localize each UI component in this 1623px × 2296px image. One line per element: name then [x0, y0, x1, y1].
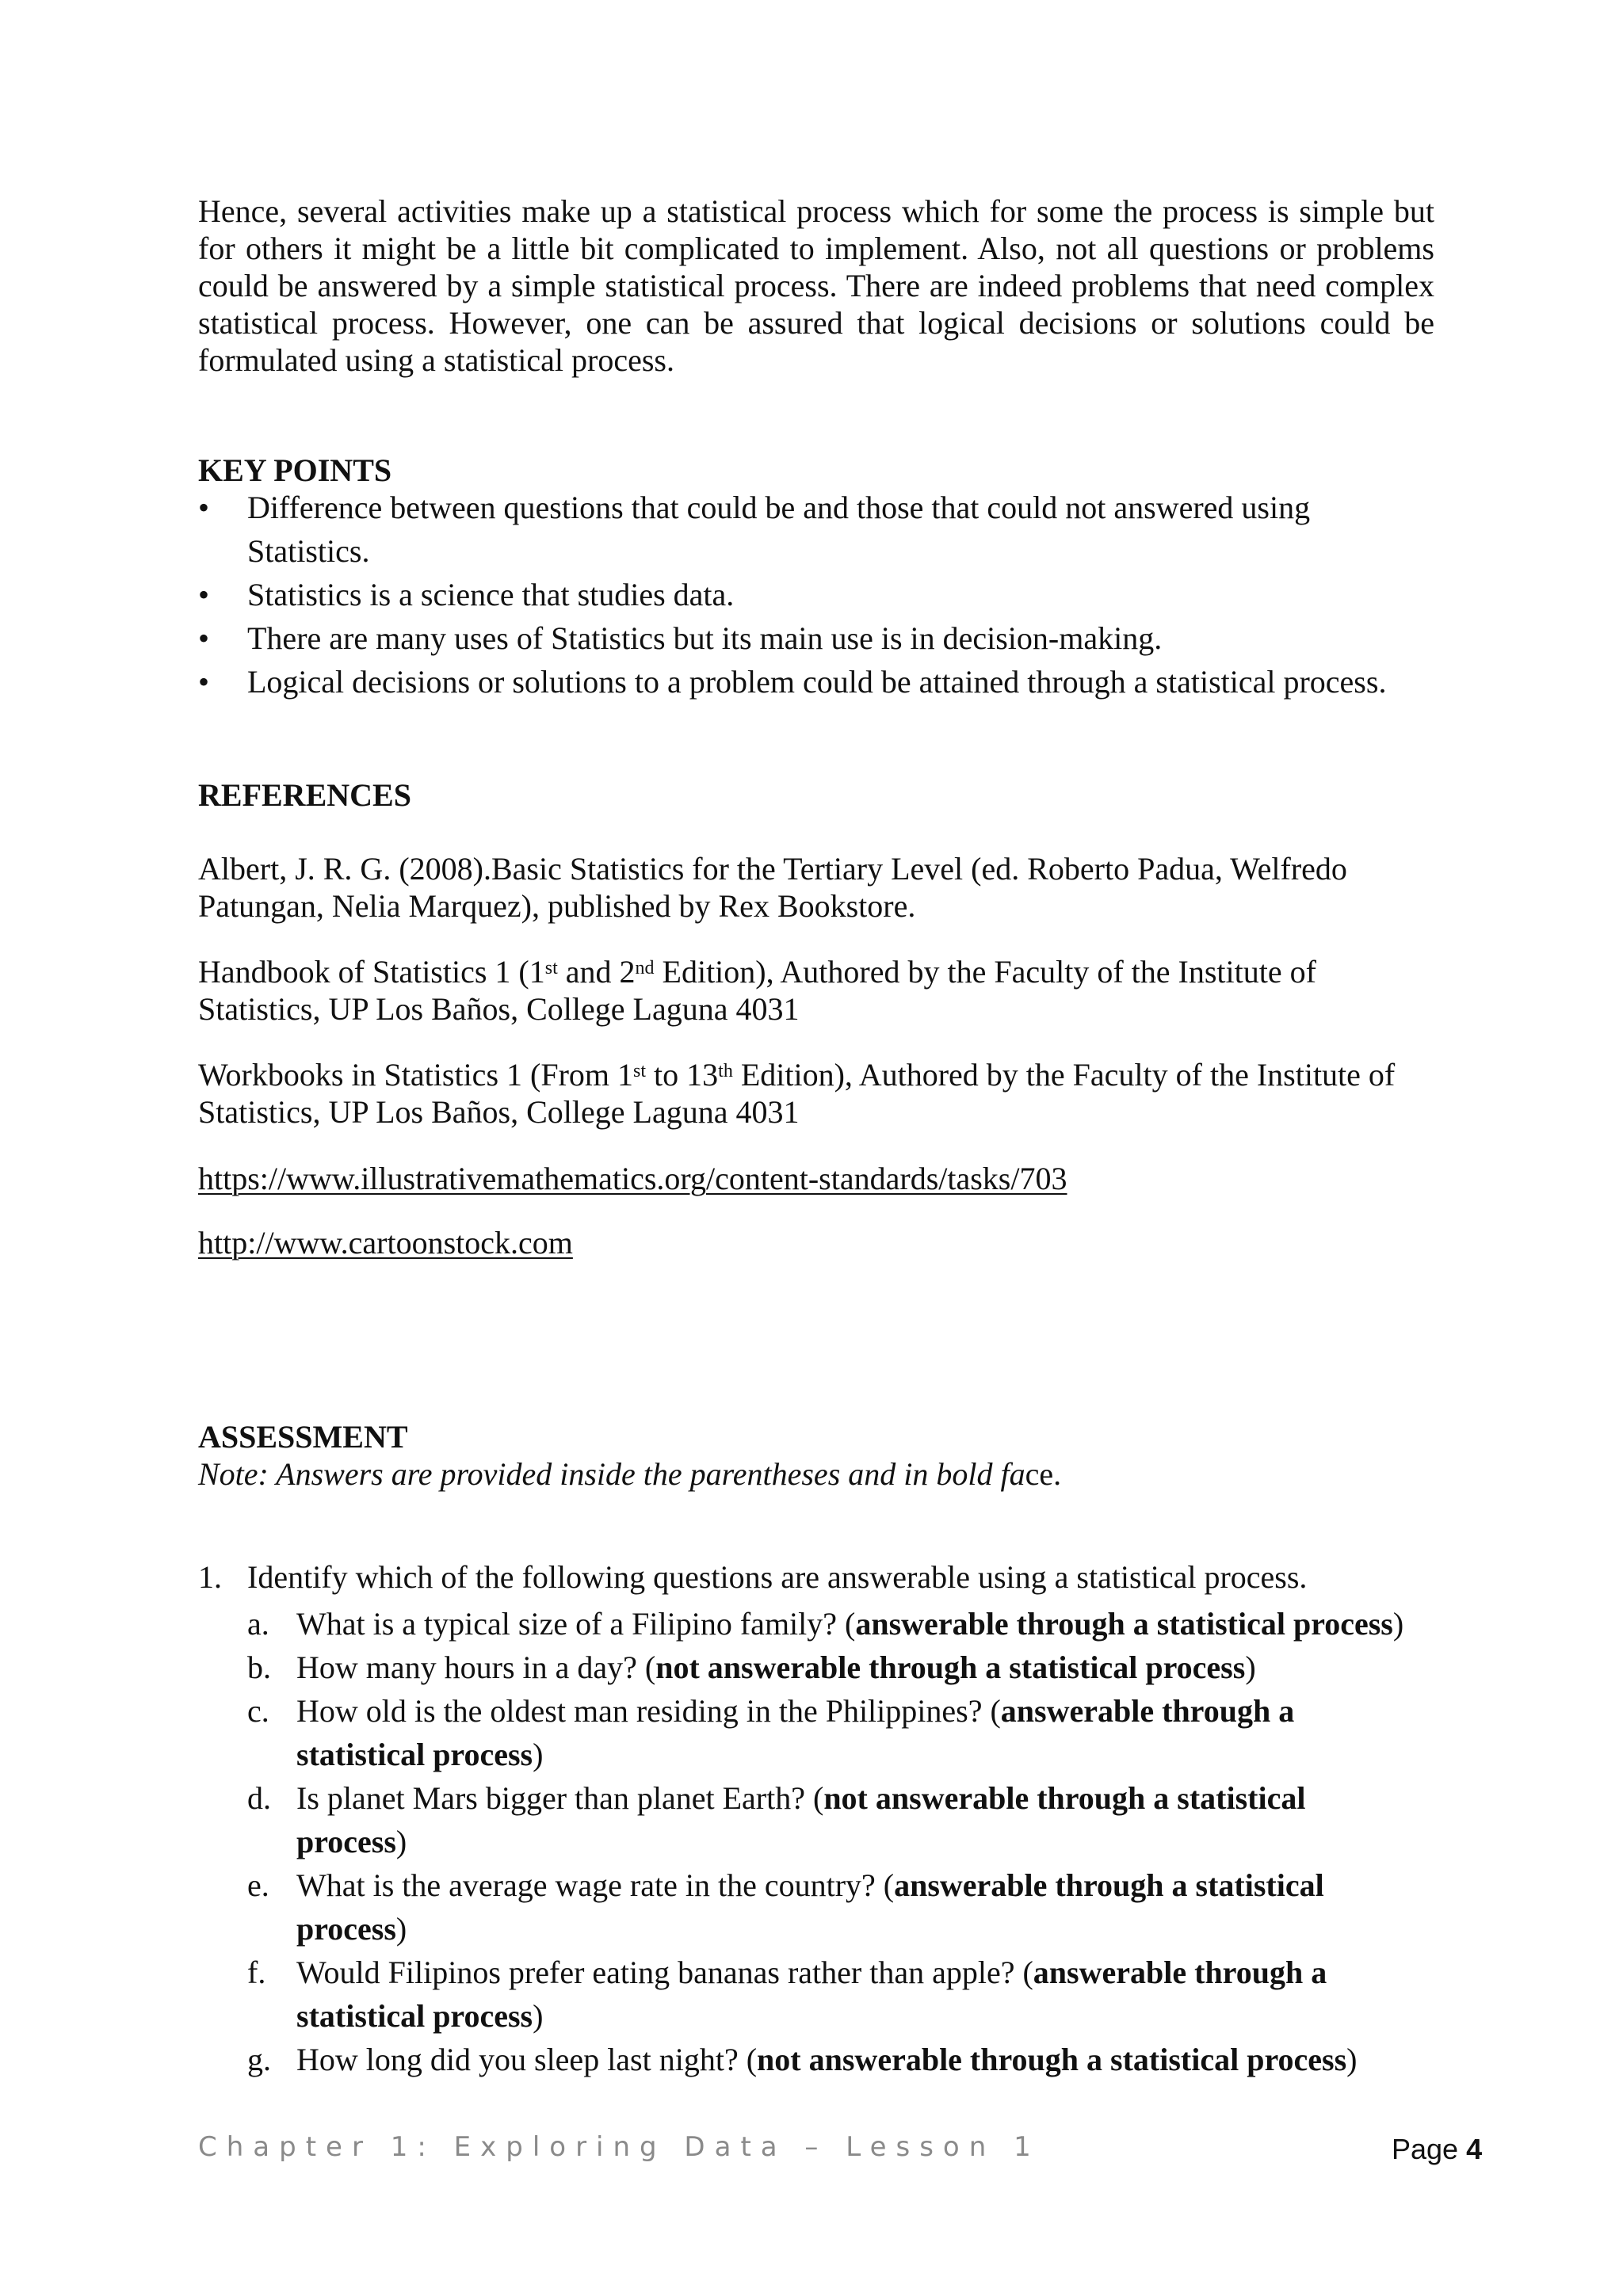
reference-workbooks: Workbooks in Statistics 1 (From 1st to 13th Edition), Authored by the Faculty of the Institute of Statistics, UP Los Baños, College Laguna 4031 — [198, 1057, 1396, 1130]
assessment-heading: ASSESSMENT — [198, 1419, 408, 1455]
reference-albert: Albert, J. R. G. (2008).Basic Statistics for the Tertiary Level (ed. Roberto Padua, Welfredo Patungan, Nelia Marquez), published by Rex Bookstore. — [198, 851, 1347, 924]
assessment-note: Note: Answers are provided inside the parentheses and in bold face. — [198, 1456, 1062, 1492]
footer-page-number: Page 4 — [1392, 2133, 1483, 2165]
footer-chapter-title: Chapter 1: Exploring Data – Lesson 1 — [198, 2131, 1041, 2163]
key-points-heading: KEY POINTS — [198, 452, 392, 488]
bullet-icon: • — [198, 490, 210, 525]
bullet-icon: • — [198, 620, 210, 656]
key-point-text: There are many uses of Statistics but its main use is in decision-making. — [247, 620, 1163, 656]
question-text: Identify which of the following questions are answerable using a statistical process. — [247, 1559, 1308, 1595]
reference-link-illustrativemathematics[interactable]: https://www.illustrativemathematics.org/content-standards/tasks/703 — [198, 1161, 1067, 1196]
key-point-text: Statistics is a science that studies data. — [247, 577, 735, 612]
bullet-icon: • — [198, 577, 210, 612]
references-heading: REFERENCES — [198, 777, 411, 813]
question-number: 1. — [198, 1559, 222, 1595]
key-point-text: Difference between questions that could be and those that could not answered using Statistics. — [247, 490, 1311, 569]
intro-paragraph: Hence, several activities make up a statistical process which for some the process is simple but for others it might be a little bit complicated to implement. Also, not all questions or problems could be answered by a simple statistical process. There are indeed problems that need complex statistical process. However, one can be assured that logical decisions or solutions could be formulated using a statistical process. — [198, 193, 1434, 378]
bullet-icon: • — [198, 664, 210, 700]
key-point-text: Logical decisions or solutions to a problem could be attained through a statistical process. — [247, 664, 1387, 700]
document-page: Hence, several activities make up a statistical process which for some the process is simple but for others it might be a little bit complicated to implement. Also, not all questions or problems could be answered by a simple statistical process. There are indeed problems that need complex statistical process. However, one can be assured that logical decisions or solutions could be formulated using a statistical process. KEY POINTS • Difference between questions that could be and those that could not answered using Statistics. • Statistics is a science that studies data. • There are many uses of Statistics but its main use is in decision-making. • Logical decisions or solutions to a problem could be attained through a statistical process. REFERENCES Albert, J. R. G. (2008).Basic Statistics for the Tertiary Level (ed. Roberto Padua, Welfredo Patungan, Nelia Marquez), published by Rex Bookstore. Handbook of Statistics 1 (1st and 2nd Edition), Authored by the Faculty of the Institute of Statistics, UP Los Baños, College Laguna 4031 Workbooks in Statistics 1 (From 1st to 13th Edition), Authored by the Faculty of the Institute of Statistics, UP Los Baños, College Laguna 4031 https://www.illustrativemathematics.org/content-standards/tasks/703 http://www.cartoonstock.com ASSESSMENT Note: Answers are provided inside the parentheses and in bold face. 1. Identify which of the following questions are answerable using a statistical process. a. What is a typical size of a Filipino family? (answerable through a statistical process) b. How many hours in a day? (not answerable through a statistical process) c. How old is the oldest man residing in the Philippines? (answerable through a statistical process) d. Is planet Mars bigger than planet Earth? (not answerable through a statistical process) e. What is the average wage rate in the country? (answerable through a statistical process) f. Would Filipinos prefer eating bananas rather than apple? (answerable through a statistical process) g. How long did you sleep last night? (not answerable through a statistical process) Chapter 1: Exploring Data – Lesson 1 Page 4 — [198, 193, 1483, 2165]
reference-link-cartoonstock[interactable]: http://www.cartoonstock.com — [198, 1225, 573, 1261]
reference-handbook: Handbook of Statistics 1 (1st and 2nd Edition), Authored by the Faculty of the Institute of Statistics, UP Los Baños, College Laguna 4031 — [198, 954, 1316, 1027]
